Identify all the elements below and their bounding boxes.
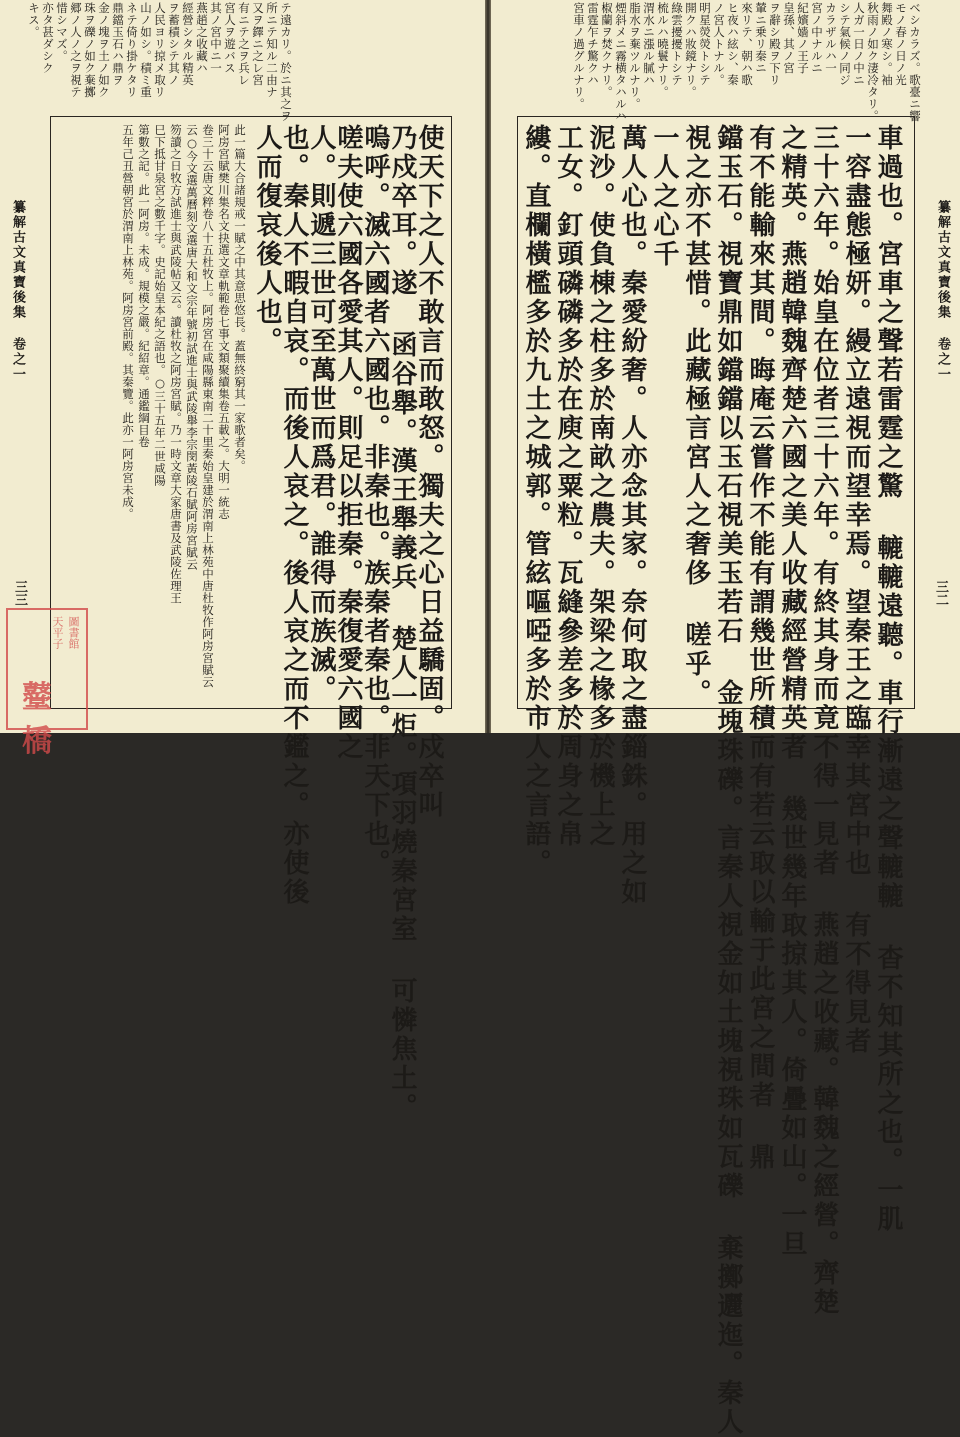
note-column: ノ宮人トナル。 [712, 2, 726, 86]
main-text-column: 嗚呼。滅六國者六國也。非秦也。族秦者秦也。非天下也。 [360, 124, 390, 878]
main-text-column: 人而復哀後人也。 [252, 124, 282, 356]
note-column: 秋雨ノ如ク淒冷タリ。 [866, 2, 880, 122]
commentary-column: 阿房宮賦樊川集名文抉選文章軌範卷七事文類聚續集卷五載之。大明一統志 [217, 124, 231, 520]
note-column: 有ニテ之ヲ兵レ [237, 2, 251, 86]
main-text-column: 乃戍卒耳。遂 函谷舉。漢王舉義兵 楚人一炬。項羽燒秦宮室 可憐焦土。 [387, 124, 417, 1122]
note-column: シテ氣候ノ同ジ [838, 2, 852, 86]
note-column: 椒蘭ヲ焚クナリ。 [600, 2, 614, 98]
main-text-column: 鐺玉石。視寶鼎如鐺鐺以玉石視美玉若石 金塊珠礫。言秦人視金如土塊視珠如瓦礫 棄擲邐迤。秦人 [713, 124, 743, 1437]
note-column: モノ春ノ日ノ光 [894, 2, 908, 86]
note-column: 宮車ノ過グルナリ。 [572, 2, 586, 110]
main-text-column: 視之亦不甚惜。此藏極言宮人之奢侈 嗟乎。 [681, 124, 711, 708]
commentary-column: 卷三十云唐文粹卷八十五杜牧上。阿房宮在咸陽縣東南二十里秦始皇建於渭南上林苑中唐杜牧作阿房宮賦云 [201, 124, 215, 688]
note-column: 燕趙之收藏ハ [195, 2, 209, 74]
note-column: 惜シマズ。 [55, 2, 69, 62]
right-main-text [521, 124, 908, 1437]
main-text-column: 一人之心千 [649, 124, 679, 269]
note-column: 其ノ宮中ニ一 [209, 2, 223, 74]
note-column: テ遠カリ。於ニ其之ヲ [279, 2, 293, 122]
stamp-small-text: 圖書館 [67, 616, 80, 649]
right-page [491, 0, 960, 1437]
running-title: 纂解古文真寶後集 卷之一 [10, 200, 25, 382]
left-notes-block [27, 2, 293, 122]
main-text-column: 工女。釘頭磷磷多於在庾之粟粒。瓦縫參差多於周身之帛 [553, 124, 583, 849]
note-column: キス。 [27, 2, 41, 38]
note-column: 來リテ、朝ハ歌 [740, 2, 754, 86]
note-column: ネテ倚り掛ケタリ [125, 2, 139, 98]
note-column: 渭水ニ漲ル膩ハ [642, 2, 656, 86]
commentary-column: 云○今文選萬曆刻文選唐大和文宗年號初試進士與武陵舉李宗閔黃陵石賦阿房宮賦云 [185, 124, 199, 571]
note-column: 雷霆乍チ驚クハ [586, 2, 600, 86]
main-text-column: 縷。直欄橫檻多於九土之城郭。管絃嘔啞多於市人之言語。 [521, 124, 551, 878]
main-text-column: 人。則遞三世可至萬世而爲君。誰得而族滅。 [306, 124, 336, 704]
main-text-column: 車過也。宮車之聲若雷霆之驚 轆轆遠聽。車行漸遠之聲轆轆 杳不知其所之也。一肌 [873, 124, 903, 1234]
note-column: 山ノ如シ。積ミ重 [139, 2, 153, 98]
right-notes-block [572, 2, 922, 122]
note-column: 宮人ヲ遊バス [223, 2, 237, 74]
stamp-seal-text: 鼞橋 [22, 680, 58, 759]
note-column: 舞殿ノ寒シ。袖 [880, 2, 894, 86]
note-column: 梳ルハ曉鬟ナリ。 [656, 2, 670, 98]
main-text-column: 萬人心也。秦愛紛奢。人亦念其家。奈何取之盡錙銖。用之如 [617, 124, 647, 907]
note-column: 金ノ塊ヲ土ノ如ク [97, 2, 111, 98]
note-column: 亦タ甚ダシク [41, 2, 55, 74]
commentary-column: 此一篇大合諸規戒一賦之中其意思悠長。蓋無終窮其一家歌者矣。 [233, 124, 247, 472]
note-column: 紀嬪嬙ノ王子 [796, 2, 810, 74]
note-column: ヲ蓄積シテ其ノ [167, 2, 181, 86]
note-column: ヒ夜ハ絃シ、秦 [726, 2, 740, 86]
commentary-column: 五年己丑營朝宮於渭南上林苑。阿房宮前殿。其秦覽。此亦一阿房宮未成。 [121, 124, 135, 520]
note-column: 綠雲擾擾トシテ [670, 2, 684, 86]
main-text-column: 之精英。燕趙韓魏齊楚六國之美人收藏經營精英者 幾世幾年取掠其人。倚疊如山。一旦 [777, 124, 807, 1259]
note-column: 經營シタル精英 [181, 2, 195, 86]
note-column: 明星熒熒トシテ [698, 2, 712, 86]
note-column: カラザルハ一 [824, 2, 838, 74]
note-column: 又ヲ鐸ニ之レ宮 [251, 2, 265, 86]
note-column: ヲ辭シ殿ヲ下リ [768, 2, 782, 86]
note-column: 鼎鐺玉石ハ鼎ヲ [111, 2, 125, 86]
note-column: 所ニテ知ル二由ナ [265, 2, 279, 98]
main-text-column: 有不能輸來其間。晦庵云嘗作不能有謂幾世所積而有若云取以輸于此宮之間者 鼎 [745, 124, 775, 1172]
left-page [0, 0, 485, 1122]
main-text-column: 一容盡態極妍。縵立遠視而望幸焉。望秦王之臨幸其宮中也 有不得見者 [841, 124, 871, 1056]
main-text-column: 泥沙。使負棟之柱多於南畝之農夫。架梁之椽多於機上之 [585, 124, 615, 849]
note-column: 珠ヲ礫ノ如ク棄擲 [83, 2, 97, 98]
main-text-column: 嗟夫使六國各愛其人。則足以拒秦。秦復愛六國之 [333, 124, 363, 762]
page-number: 三三 [12, 580, 27, 606]
note-column: 脂水ヲ棄ツルナリ。 [628, 2, 642, 110]
note-column: 宮ノ中ナルニ [810, 2, 824, 74]
note-column: 郷ノ人ノ之ヲ視テ [69, 2, 83, 98]
library-stamp [6, 608, 88, 759]
note-column: 人民ヨリ掠メ取リ [153, 2, 167, 98]
note-column: 煙斜メニ霧横タハルハ [614, 2, 628, 122]
note-column: 開クハ妝鏡ナリ。 [684, 2, 698, 98]
note-column: 輦ニ乗リ秦ニ [754, 2, 768, 74]
main-text-column: 也。秦人不暇自哀。而後人哀之。後人哀之而不鑑之。亦使後 [279, 124, 309, 907]
commentary-column: 笏讀之日牧方試進士與武陵帖又云。讀杜牧之阿房宮賦。乃一時文章大家唐書及武陵佐理王 [169, 124, 183, 604]
main-text-column: 使天下之人不敢言而敢怒。獨夫之心日益驕固。戍卒叫 [414, 124, 444, 820]
running-title: 纂解古文真寶後集 卷之一 [935, 200, 950, 382]
stamp-small-text: 天平子 [51, 616, 64, 649]
commentary-column: 巳下抵甘泉宮之數千字。史記始皇本紀之語也。○三十五年二世咸陽 [153, 124, 167, 487]
commentary-column: 第數之記。此一阿房。未成。規模之嚴。紀紹章。通鑑綱目卷 [137, 124, 151, 448]
page-number: 三二 [933, 580, 948, 606]
left-main-text [121, 124, 449, 1122]
main-text-column: 三十六年。始皇在位者三十六年。有終其身而竟不得一見者 燕趙之收藏。韓魏之經營。齊楚 [809, 124, 839, 1317]
note-column: ベシカラズ。歌臺ニ響 [908, 2, 922, 122]
note-column: 皇孫、其ノ宮 [782, 2, 796, 74]
note-column: 人ガ一日ノ中ニ [852, 2, 866, 86]
